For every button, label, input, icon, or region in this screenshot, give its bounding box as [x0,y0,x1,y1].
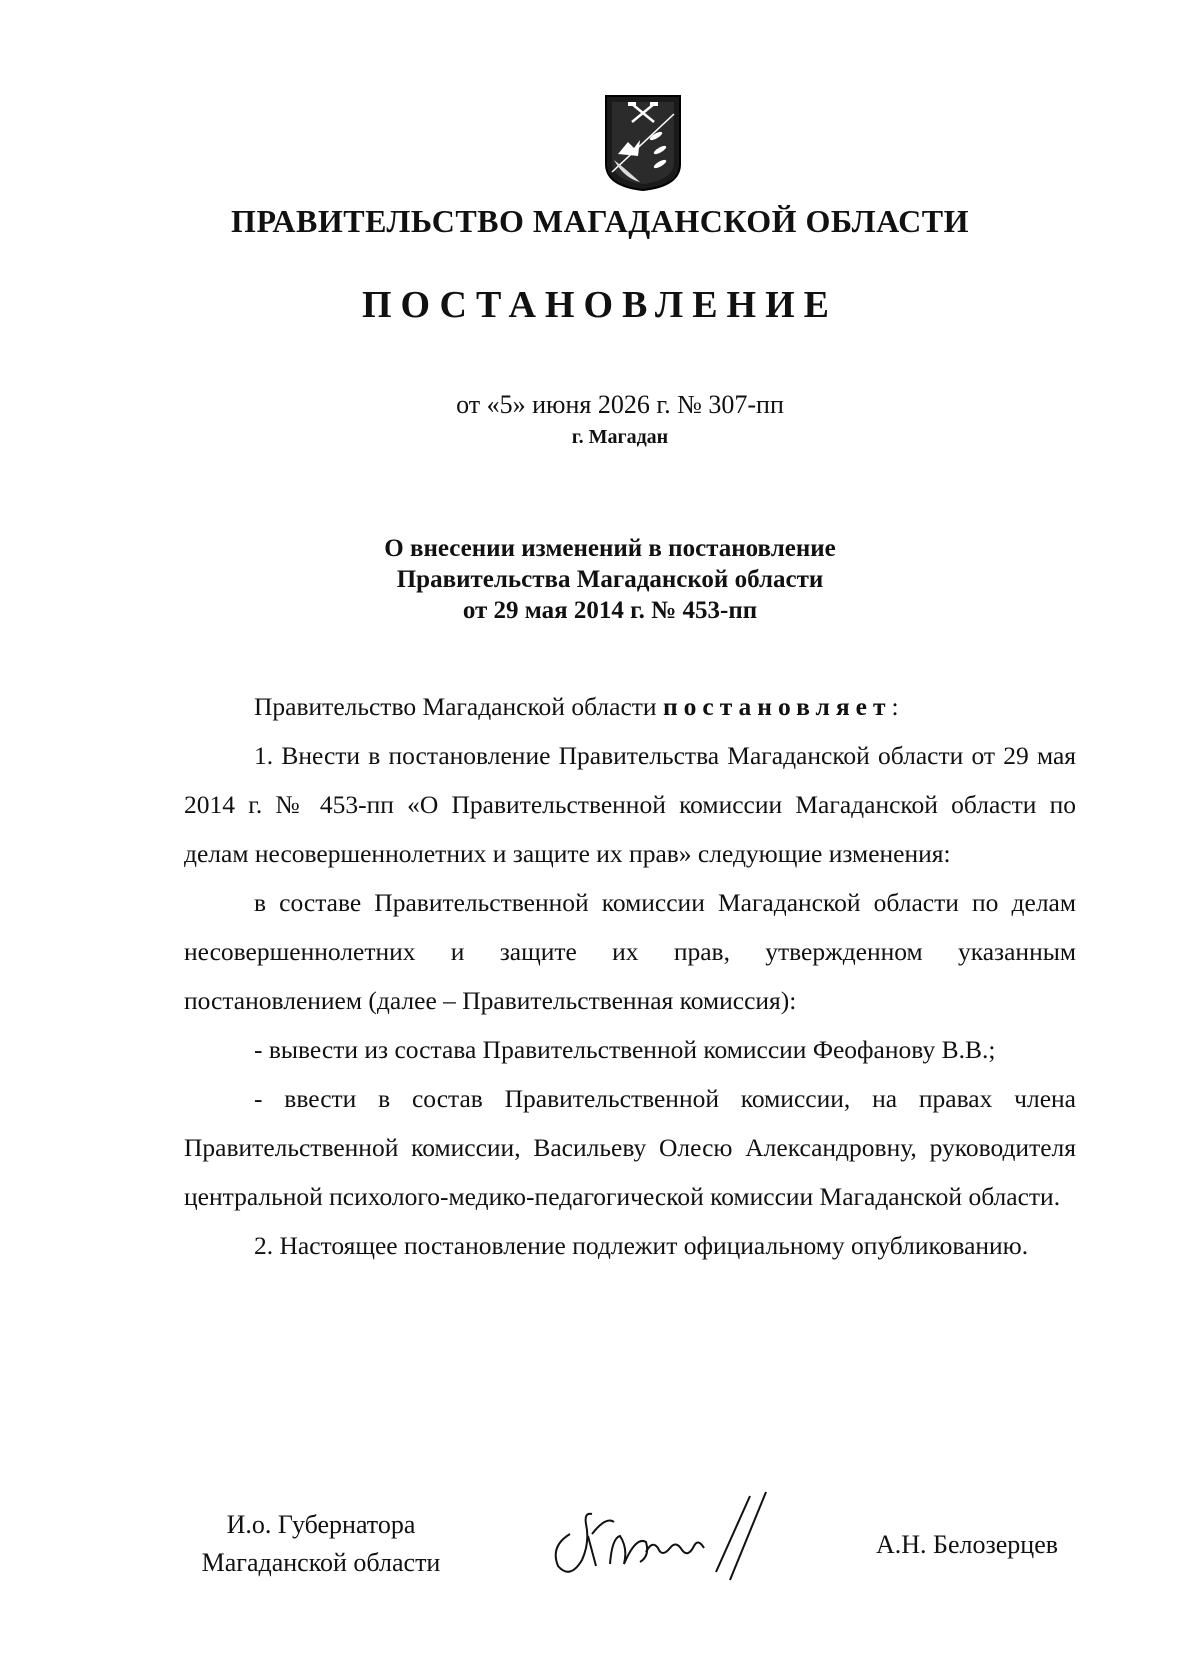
paragraph-3: - вывести из состава Правительственной комиссии Феофанову В.В.; [254,1035,996,1064]
subject-line: О внесении изменений в постановление [384,535,836,562]
paragraph-4: - ввести в состав Правительственной комиссии, на правах члена Правительственной комиссии, Васильеву Олесю Александровну, руководителя центральной психолого-медико-педагогической комиссии Магаданской области. [184,1084,1076,1211]
intro-prefix: Правительство Магаданской области [254,692,657,721]
signatory-name: А.Н. Белозерцев [876,1530,1059,1559]
subject-line: от 29 мая 2014 г. № 453-пп [462,597,758,624]
intro-verb: постановляет [662,692,892,721]
magadan-coat-of-arms-icon [604,94,682,192]
subject-line: Правительства Магаданской области [396,566,824,593]
intro-suffix: : [891,692,899,721]
document-date-number: от «5» июня 2026 г. № 307-пп [456,390,784,419]
organization-title: ПРАВИТЕЛЬСТВО МАГАДАНСКОЙ ОБЛАСТИ [231,203,969,239]
paragraph-1: 1. Внести в постановление Правительства Магаданской области от 29 мая 2014 г. № 453-пп «О Правительственной комиссии Магаданской области по делам несовершеннолетних и защите их прав» следующие изменения: [184,741,1076,868]
signatory-position [176,1506,466,1582]
document-type: ПОСТАНОВЛЕНИЕ [361,284,839,326]
paragraph-5: 2. Настоящее постановление подлежит официальному опубликованию. [254,1231,1029,1260]
paragraph-2: в составе Правительственной комиссии Магаданской области по делам несовершеннолетних и защите их прав, утвержденном указанным постановлением (далее – Правительственная комиссия): [184,888,1076,1015]
document-body [184,682,1076,1270]
intro-paragraph [184,682,1076,731]
handwritten-signature [540,1476,780,1586]
position-line: Магаданской области [201,1548,441,1577]
document-city: г. Магадан [571,426,669,448]
document-subject [0,533,1200,626]
position-line: И.о. Губернатора [226,1510,416,1539]
